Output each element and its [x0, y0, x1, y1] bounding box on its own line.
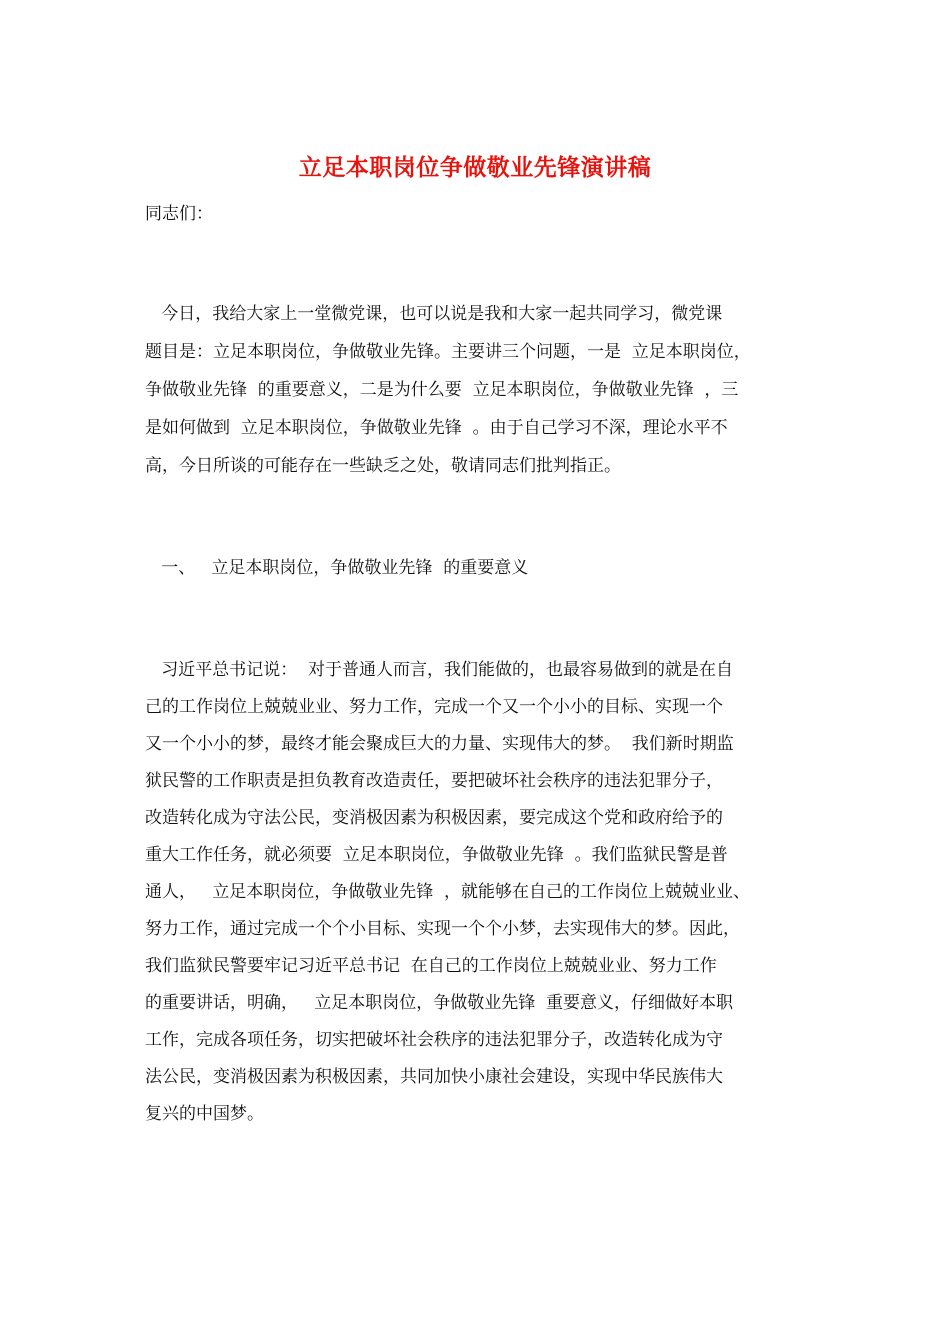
paragraph-2-line: 狱民警的工作职责是担负教育改造责任，要把破坏社会秩序的违法犯罪分子， [145, 771, 723, 791]
paragraph-2-line: 通人， 立足本职岗位，争做敬业先锋 ，就能够在自己的工作岗位上兢兢业业、 [145, 882, 751, 902]
paragraph-2-line: 我们监狱民警要牢记习近平总书记 在自己的工作岗位上兢兢业业、努力工作 [145, 956, 717, 976]
paragraph-2-line: 又一个小小的梦，最终才能会聚成巨大的力量、实现伟大的梦。 我们新时期监 [145, 734, 734, 754]
paragraph-2-line: 改造转化成为守法公民，变消极因素为积极因素，要完成这个党和政府给予的 [145, 808, 723, 828]
paragraph-2-line: 习近平总书记说： 对于普通人而言，我们能做的，也最容易做到的就是在自 [145, 660, 734, 680]
paragraph-2-line: 工作，完成各项任务，切实把破坏社会秩序的违法犯罪分子，改造转化成为守 [145, 1030, 723, 1050]
paragraph-2-line: 复兴的中国梦。 [145, 1104, 264, 1124]
paragraph-2-line: 重大工作任务，就必须要 立足本职岗位，争做敬业先锋 。我们监狱民警是普 [145, 845, 728, 865]
paragraph-1-line: 高，今日所谈的可能存在一些缺乏之处，敬请同志们批判指正。 [145, 456, 621, 476]
paragraph-1-line: 是如何做到 立足本职岗位，争做敬业先锋 。由于自己学习不深，理论水平不 [145, 418, 728, 438]
paragraph-2-line: 的重要讲话，明确， 立足本职岗位，争做敬业先锋 重要意义，仔细做好本职 [145, 993, 734, 1013]
paragraph-1-line: 争做敬业先锋 的重要意义，二是为什么要 立足本职岗位，争做敬业先锋 ，三 [145, 380, 739, 400]
paragraph-2-line: 努力工作，通过完成一个个小目标、实现一个个小梦，去实现伟大的梦。因此， [145, 919, 740, 939]
paragraph-2-line: 法公民，变消极因素为积极因素，共同加快小康社会建设，实现中华民族伟大 [145, 1067, 723, 1087]
paragraph-2-line: 己的工作岗位上兢兢业业、努力工作，完成一个又一个小小的目标、实现一个 [145, 697, 723, 717]
section-heading: 一、 立足本职岗位，争做敬业先锋 的重要意义 [145, 558, 529, 578]
salutation: 同志们： [145, 204, 213, 224]
paragraph-1-line: 今日，我给大家上一堂微党课，也可以说是我和大家一起共同学习，微党课 [145, 304, 723, 324]
document-title: 立足本职岗位争做敬业先锋演讲稿 [298, 154, 652, 181]
paragraph-1-line: 题目是：立足本职岗位，争做敬业先锋。主要讲三个问题，一是 立足本职岗位， [145, 342, 751, 362]
